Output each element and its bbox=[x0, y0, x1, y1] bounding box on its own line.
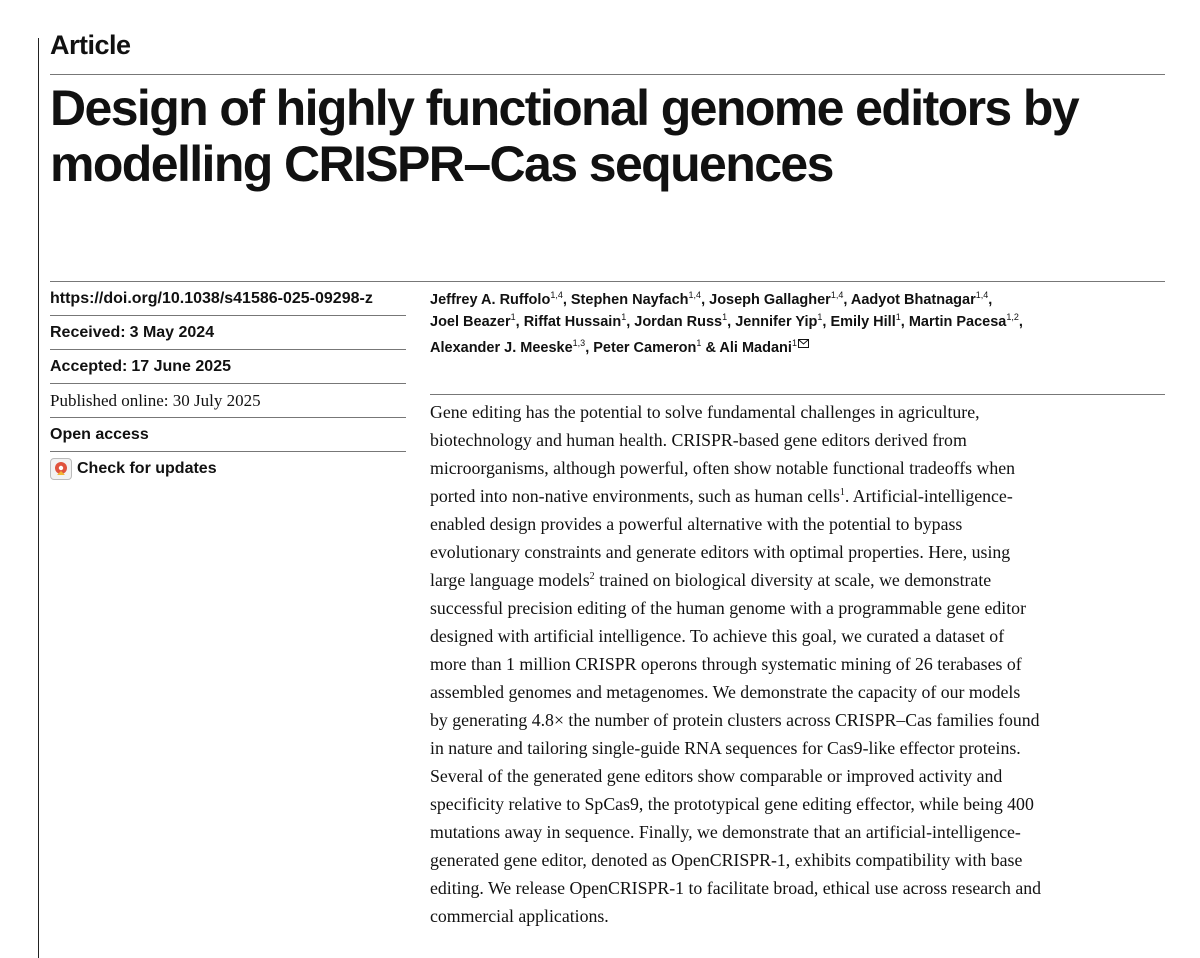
author-affiliation: 1 bbox=[791, 338, 797, 348]
doi-row bbox=[50, 281, 406, 315]
abstract-line: enabled design provides a powerful alternative with the potential to bypass bbox=[430, 514, 963, 534]
author-name[interactable]: Peter Cameron bbox=[593, 340, 697, 356]
abstract-line: specificity relative to SpCas9, the prototypical gene editing effector, while being 400 bbox=[430, 794, 1034, 814]
abstract-line: evolutionary constraints and generate editors with optimal properties. Here, using bbox=[430, 542, 1011, 562]
author-name[interactable]: Joseph Gallagher bbox=[709, 292, 831, 308]
author-name[interactable]: Ali Madani bbox=[719, 340, 792, 356]
published-date: Published online: 30 July 2025 bbox=[50, 390, 261, 410]
abstract-line: Gene editing has the potential to solve fundamental challenges in agriculture, bbox=[430, 402, 980, 422]
author-affiliation: 1 bbox=[696, 338, 702, 348]
received-label: Received: bbox=[50, 323, 126, 341]
abstract-line: mutations away in sequence. Finally, we demonstrate that an artificial-intelligence- bbox=[430, 822, 1021, 842]
abstract-line: successful precision editing of the human genome with a programmable gene editor bbox=[430, 598, 1026, 618]
accepted-date: 17 June 2025 bbox=[131, 357, 231, 375]
abstract-line: commercial applications. bbox=[430, 906, 609, 926]
authors-rule bbox=[406, 281, 1165, 282]
accepted-row bbox=[50, 349, 406, 383]
header-rule bbox=[50, 74, 1165, 75]
author-affiliation: 1,2 bbox=[1006, 312, 1019, 322]
abstract-line: large language models$^2$ trained on biological diversity at scale, we demonstrate bbox=[430, 570, 992, 590]
abstract-line: biotechnology and human health. CRISPR-based gene editors derived from bbox=[430, 430, 967, 450]
author-list: Jeffrey A. Ruffolo$^{1,4}$, Stephen Nayfach$^{1,4}$, Joseph Gallagher$^{1,4}$, Aadyot Bhatnagar$^{1,4}$, Joel Beazer$^1$, Riffat Hussain$^1$, Jordan Russ$^1$, Jennifer Yip$^1$, Emily Hill$^1$, Martin Pacesa$^{1,2}$, Alexander J. Meeske$^{1,3}$, Peter Cameron$^1$ & Ali Madani$^1$ bbox=[430, 290, 1023, 356]
received-row bbox=[50, 315, 406, 349]
published-row bbox=[50, 383, 406, 417]
check-updates-row[interactable] bbox=[50, 451, 406, 485]
abstract-rule bbox=[430, 394, 1165, 395]
open-access-row bbox=[50, 417, 406, 451]
abstract-line: Several of the generated gene editors show comparable or improved activity and bbox=[430, 766, 1003, 786]
article-type-label: Article bbox=[50, 30, 131, 60]
abstract-line: generated gene editor, denoted as OpenCRISPR-1, exhibits compatibility with base bbox=[430, 850, 1023, 870]
open-access-label[interactable]: Open access bbox=[50, 425, 149, 443]
author-affiliation: 1 bbox=[510, 312, 516, 322]
author-affiliation: 1,4 bbox=[975, 290, 989, 300]
check-updates-icon[interactable] bbox=[50, 458, 72, 480]
abstract-line: microorganisms, although powerful, often show notable functional tradeoffs when bbox=[430, 458, 1016, 478]
author-affiliation: 1 bbox=[895, 312, 901, 322]
abstract-line: editing. We release OpenCRISPR-1 to facilitate broad, ethical use across research and bbox=[430, 878, 1041, 898]
author-name[interactable]: Jennifer Yip bbox=[735, 314, 818, 330]
abstract bbox=[430, 398, 1165, 930]
author-name[interactable]: Riffat Hussain bbox=[523, 314, 622, 330]
author-affiliation: 1 bbox=[722, 312, 728, 322]
article-metadata bbox=[50, 281, 406, 485]
author-affiliation: 1 bbox=[621, 312, 627, 322]
author-affiliation: 1 bbox=[817, 312, 823, 322]
author-name[interactable]: Jeffrey A. Ruffolo bbox=[430, 292, 551, 308]
left-margin-rule bbox=[38, 38, 39, 958]
abstract-line: designed with artificial intelligence. To achieve this goal, we curated a dataset of bbox=[430, 626, 1005, 646]
author-affiliation: 1,3 bbox=[572, 338, 586, 348]
abstract-line: by generating 4.8× the number of protein clusters across CRISPR–Cas families found bbox=[430, 710, 1040, 730]
author-affiliation: 1,4 bbox=[830, 290, 844, 300]
author-name[interactable]: Alexander J. Meeske bbox=[430, 340, 573, 356]
author-name[interactable]: Joel Beazer bbox=[430, 314, 511, 330]
corresponding-author-email-icon[interactable] bbox=[798, 333, 809, 355]
author-name[interactable]: Aadyot Bhatnagar bbox=[850, 292, 976, 308]
author-affiliation: 1,4 bbox=[550, 290, 563, 300]
author-affiliation: 1,4 bbox=[688, 290, 702, 300]
accepted-label: Accepted: bbox=[50, 357, 128, 375]
check-updates-label[interactable]: Check for updates bbox=[77, 459, 217, 477]
author-name[interactable]: Jordan Russ bbox=[634, 314, 723, 330]
abstract-line: assembled genomes and metagenomes. We demonstrate the capacity of our models bbox=[430, 682, 1021, 702]
author-name[interactable]: Martin Pacesa bbox=[908, 314, 1007, 330]
author-name[interactable]: Emily Hill bbox=[830, 314, 896, 330]
article-title: Design of highly functional genome editors by modelling CRISPR–Cas sequences bbox=[50, 80, 1079, 192]
author-name[interactable]: Stephen Nayfach bbox=[570, 292, 689, 308]
abstract-line: more than 1 million CRISPR operons through systematic mining of 26 terabases of bbox=[430, 654, 1022, 674]
reference-superscript[interactable]: 1 bbox=[839, 487, 845, 498]
reference-superscript[interactable]: 2 bbox=[589, 571, 595, 582]
abstract-line: ported into non-native environments, such as human cells$^1$. Artificial-intelligence- bbox=[430, 486, 1013, 506]
received-date: 3 May 2024 bbox=[129, 323, 215, 341]
doi-link[interactable]: https://doi.org/10.1038/s41586-025-09298-z bbox=[50, 289, 373, 307]
abstract-line: in nature and tailoring single-guide RNA sequences for Cas9-like effector proteins. bbox=[430, 738, 1021, 758]
